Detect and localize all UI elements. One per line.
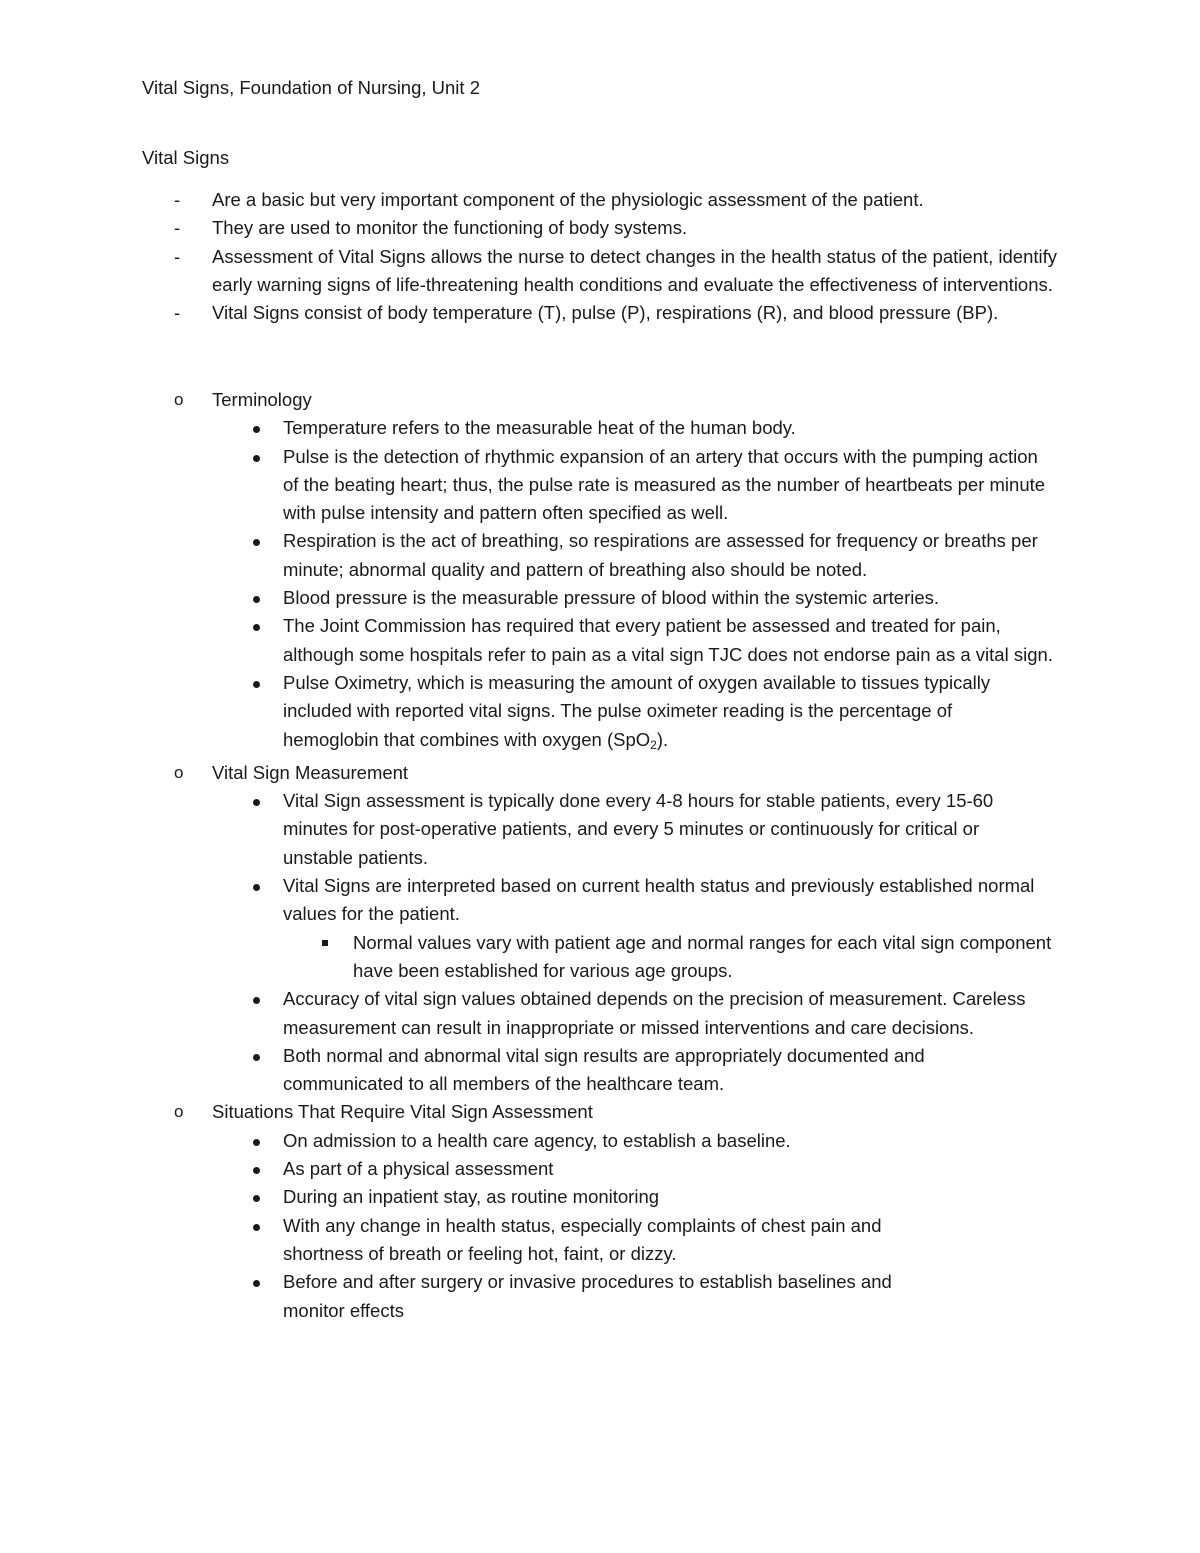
intro-list (142, 186, 1062, 327)
intro-item: - They are used to monitor the functioning of body systems. (142, 214, 1062, 242)
list-item: On admission to a health care agency, to establish a baseline. (142, 1127, 1062, 1155)
list-item: Pulse Oximetry, which is measuring the amount of oxygen available to tissues typically included with reported vital signs. The pulse oximeter reading is the percentage of hemoglobin that combines with oxygen (SpO$_2$). (142, 669, 1043, 759)
group-heading: o Terminology (142, 386, 1062, 414)
intro-item: - Vital Signs consist of body temperature (T), pulse (P), respirations (R), and blood pressure (BP). (142, 299, 1062, 327)
bullet-icon (253, 539, 260, 546)
list-item: The Joint Commission has required that every patient be assessed and treated for pain, although some hospitals refer to pain as a vital sign TJC does not endorse pain as a vital sign. (142, 612, 1053, 669)
document-title: Vital Signs, Foundation of Nursing, Unit 2 (142, 77, 480, 98)
bullet-icon (253, 596, 260, 603)
bullet-icon (253, 681, 260, 688)
dash-marker: - (174, 302, 181, 324)
circle-marker: o (174, 762, 184, 782)
measurement-group (142, 759, 1062, 1099)
bullet-icon (253, 455, 260, 462)
intro-item: - Are a basic but very important component of the physiologic assessment of the patient. (142, 186, 1062, 214)
dash-marker: - (174, 245, 181, 267)
outline-groups (142, 386, 1062, 1325)
bullet-icon (253, 1167, 260, 1174)
group-heading: o Situations That Require Vital Sign Assessment (142, 1098, 1062, 1126)
terminology-group (142, 386, 1062, 759)
bullet-icon (253, 1139, 260, 1146)
list-item: With any change in health status, especially complaints of chest pain and shortness of breath or feeling hot, faint, or dizzy. (142, 1212, 943, 1269)
subscript: 2 (650, 737, 657, 752)
list-item: Before and after surgery or invasive procedures to establish baselines and monitor effects (142, 1268, 943, 1325)
square-bullet-icon (322, 940, 328, 946)
list-item: As part of a physical assessment (142, 1155, 1062, 1183)
dash-marker: - (174, 189, 181, 210)
list-item: Temperature refers to the measurable heat of the human body. (142, 414, 1062, 442)
list-item: Vital Signs are interpreted based on current health status and previously established normal values for the patient. (142, 872, 1043, 929)
list-item: During an inpatient stay, as routine monitoring (142, 1183, 1062, 1211)
dash-marker: - (174, 217, 181, 239)
bullet-icon (253, 1224, 260, 1231)
bullet-icon (253, 1195, 260, 1202)
list-item: Blood pressure is the measurable pressure of blood within the systemic arteries. (142, 584, 1062, 612)
sub-list-item: Normal values vary with patient age and normal ranges for each vital sign component have been established for various age groups. (142, 929, 1053, 986)
circle-marker: o (174, 390, 184, 409)
list-item: Pulse is the detection of rhythmic expansion of an artery that occurs with the pumping action of the beating heart; thus, the pulse rate is measured as the number of heartbeats per minute with pulse intensity and pattern often specified as well. (142, 443, 1053, 528)
bullet-icon (253, 624, 260, 631)
list-item: Both normal and abnormal vital sign results are appropriately documented and communicated to all members of the healthcare team. (142, 1042, 1003, 1099)
situations-group (142, 1098, 1062, 1324)
list-item: Accuracy of vital sign values obtained depends on the precision of measurement. Careless measurement can result in inappropriate or missed interventions and care decisions. (142, 985, 1033, 1042)
list-item: Vital Sign assessment is typically done every 4-8 hours for stable patients, every 15-60 minutes for post-operative patients, and every 5 minutes or continuously for critical or unstable patients. (142, 787, 1053, 872)
circle-marker: o (174, 1102, 184, 1122)
bullet-icon (253, 426, 260, 433)
bullet-icon (253, 1054, 260, 1061)
bullet-icon (253, 997, 260, 1004)
bullet-icon (253, 799, 260, 806)
intro-item: - Assessment of Vital Signs allows the nurse to detect changes in the health status of the patient, identify early warning signs of life-threatening health conditions and evaluate the effectiveness of interventions. (142, 243, 1072, 300)
list-item: Respiration is the act of breathing, so respirations are assessed for frequency or breaths per minute; abnormal quality and pattern of breathing also should be noted. (142, 527, 1063, 584)
section-heading: Vital Signs (142, 147, 230, 168)
group-heading: o Vital Sign Measurement (142, 759, 1062, 787)
bullet-icon (253, 1280, 260, 1287)
bullet-icon (253, 884, 260, 891)
